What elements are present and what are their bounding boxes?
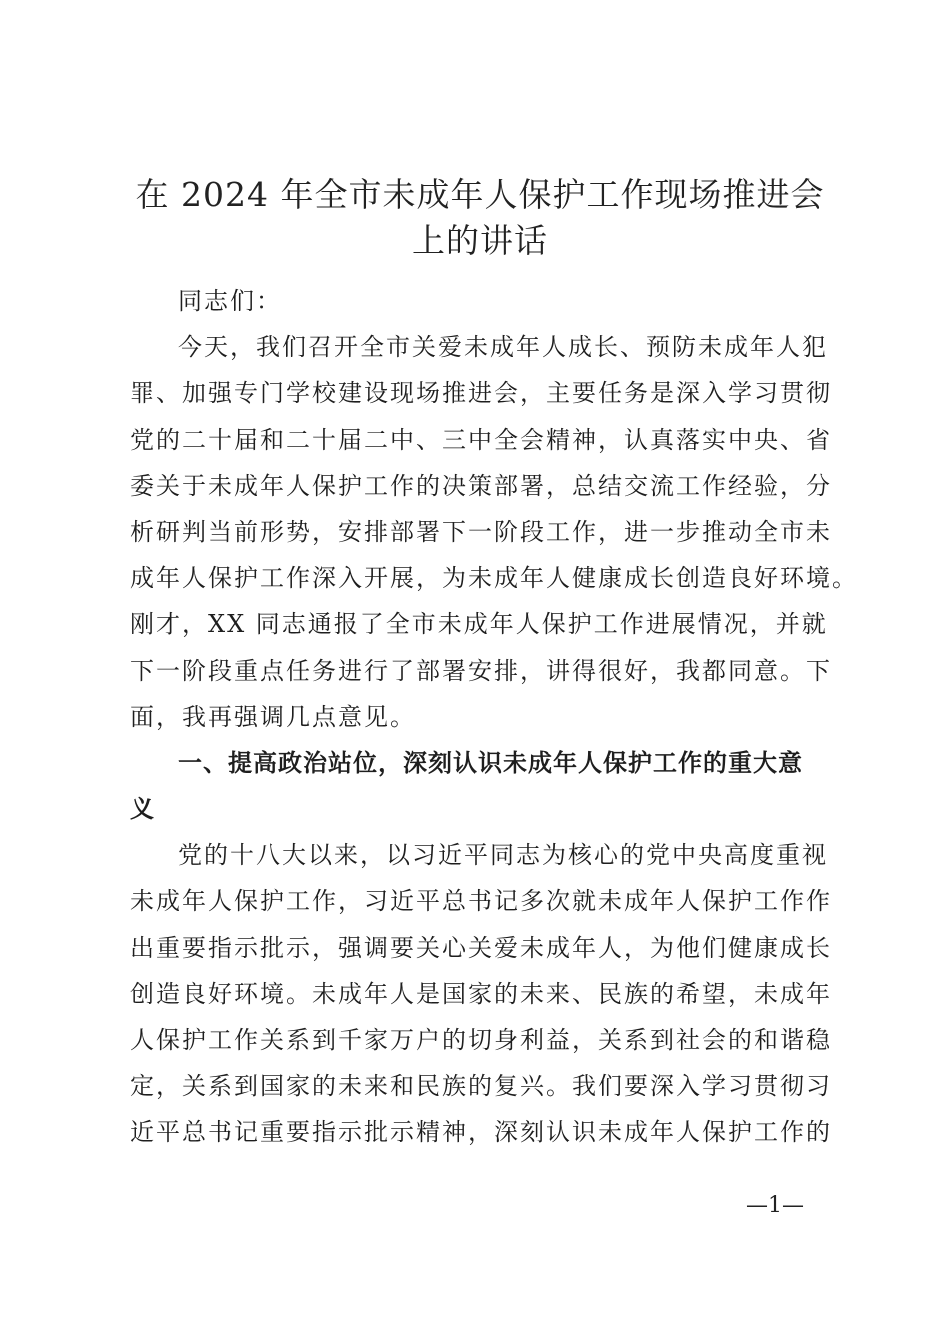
section-heading-1 [130,740,830,832]
paragraph-line: 委关于未成年人保护工作的决策部署，总结交流工作经验，分 [130,471,832,500]
document-body [130,278,858,1156]
paragraph-section-1 [130,832,830,1155]
paragraph-line: 下一阶段重点任务进行了部署安排，讲得很好，我都同意。下 [130,656,832,685]
paragraph-line: 党的十八大以来，以习近平同志为核心的党中央高度重视 [178,841,828,870]
paragraph-line: 成年人保护工作深入开展，为未成年人健康成长创造良好环境。 [130,564,858,593]
salutation: 同志们： [178,287,282,315]
paragraph-line: 定，关系到国家的未来和民族的复兴。我们要深入学习贯彻习 [130,1072,832,1101]
paragraph-line: 创造良好环境。未成年人是国家的未来、民族的希望，未成年 [130,979,832,1008]
paragraph-line: 罪、加强专门学校建设现场推进会，主要任务是深入学习贯彻 [130,379,832,408]
title-line: 在 2024 年全市未成年人保护工作现场推进会 [135,175,825,214]
document-title [128,172,832,264]
paragraph-line: 刚才，XX 同志通报了全市未成年人保护工作进展情况，并就 [130,610,828,639]
paragraph-line: 出重要指示批示，强调要关心关爱未成年人，为他们健康成长 [130,933,832,962]
paragraph-line: 人保护工作关系到千家万户的切身利益，关系到社会的和谐稳 [130,1026,832,1054]
page-number: —1— [746,1193,804,1218]
paragraph-line: 析研判当前形势，安排部署下一阶段工作，进一步推动全市未 [130,517,832,546]
paragraph-line: 近平总书记重要指示批示精神，深刻认识未成年人保护工作的 [130,1118,832,1147]
paragraph-line: 未成年人保护工作，习近平总书记多次就未成年人保护工作作 [130,887,832,916]
paragraph-line: 党的二十届和二十届二中、三中全会精神，认真落实中央、省 [130,425,832,454]
title-line: 上的讲话 [412,221,548,260]
paragraph-intro [130,324,858,740]
paragraph-line: 面，我再强调几点意见。 [130,702,416,731]
heading-line: 义 [130,795,155,824]
heading-line: 一、提高政治站位，深刻认识未成年人保护工作的重大意 [178,748,803,777]
paragraph-line: 今天，我们召开全市关爱未成年人成长、预防未成年人犯 [178,333,828,362]
